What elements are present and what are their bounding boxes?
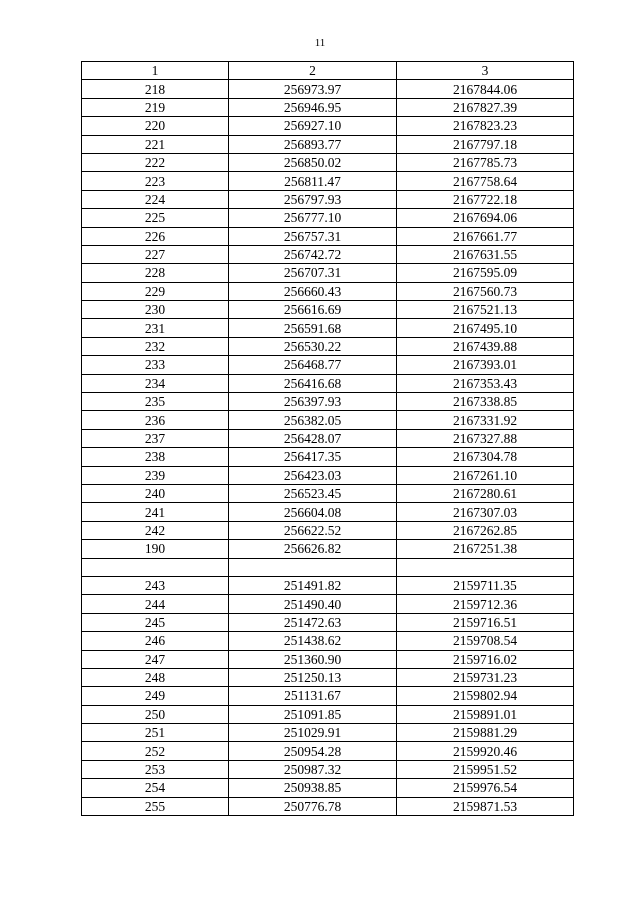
table-cell-col-2: 250938.85: [229, 779, 397, 797]
table-cell-col-3: 2167797.18: [397, 135, 574, 153]
table-cell-col-3: 2167560.73: [397, 282, 574, 300]
table-cell-col-2: 256428.07: [229, 429, 397, 447]
table-cell-col-2: 256397.93: [229, 393, 397, 411]
table-cell-col-2: 256423.03: [229, 466, 397, 484]
table-cell-col-1: 231: [82, 319, 229, 337]
table-row: [82, 282, 574, 300]
table-row: [82, 356, 574, 374]
table-cell-col-2: 256417.35: [229, 448, 397, 466]
table-cell-col-2: 256382.05: [229, 411, 397, 429]
table-cell-col-2: 256742.72: [229, 245, 397, 263]
table-row: [82, 301, 574, 319]
table-row: [82, 135, 574, 153]
table-cell-col-1: 241: [82, 503, 229, 521]
table-cell-col-3: 2159711.35: [397, 576, 574, 594]
table-cell-col-3: 2159716.02: [397, 650, 574, 668]
table-cell-col-1: 254: [82, 779, 229, 797]
table-row: [82, 687, 574, 705]
table-row: [82, 411, 574, 429]
table-cell-col-3: 2159708.54: [397, 632, 574, 650]
table-cell-col-3: 2167827.39: [397, 98, 574, 116]
table-cell-col-1: 218: [82, 80, 229, 98]
table-row: [82, 650, 574, 668]
table-row: [82, 98, 574, 116]
header-cell-col-3: 3: [397, 62, 574, 80]
table-cell-col-1: 220: [82, 117, 229, 135]
table-cell-col-1: 237: [82, 429, 229, 447]
table-cell-col-1: 221: [82, 135, 229, 153]
table-row: [82, 429, 574, 447]
table-row: [82, 613, 574, 631]
table-cell-col-2: 251472.63: [229, 613, 397, 631]
table-cell-col-2: 256468.77: [229, 356, 397, 374]
table-cell-col-3: 2167631.55: [397, 245, 574, 263]
table-cell-col-2: 251131.67: [229, 687, 397, 705]
table-cell-col-1: 230: [82, 301, 229, 319]
table-row: [82, 705, 574, 723]
table-cell-col-3: 2167280.61: [397, 484, 574, 502]
table-cell-col-2: 256777.10: [229, 209, 397, 227]
table-row: [82, 760, 574, 778]
table-cell-col-2: 256973.97: [229, 80, 397, 98]
table-cell-col-3: 2167844.06: [397, 80, 574, 98]
table-cell-col-3: 2167823.23: [397, 117, 574, 135]
table-row: [82, 374, 574, 392]
table-cell-col-2: 256591.68: [229, 319, 397, 337]
table-cell-col-3: 2167439.88: [397, 337, 574, 355]
table-cell-col-1: 253: [82, 760, 229, 778]
table-cell-col-1: 239: [82, 466, 229, 484]
table-cell-col-1: 240: [82, 484, 229, 502]
table-cell-col-1: 250: [82, 705, 229, 723]
table-cell-col-2: 256660.43: [229, 282, 397, 300]
table-cell-col-2: 256811.47: [229, 172, 397, 190]
table-row: [82, 797, 574, 815]
table-cell-col-1: 245: [82, 613, 229, 631]
table-cell-col-2: [229, 558, 397, 576]
table-row: [82, 466, 574, 484]
table-row: [82, 724, 574, 742]
table-cell-col-2: 251360.90: [229, 650, 397, 668]
table-cell-col-2: 256893.77: [229, 135, 397, 153]
table-cell-col-1: 190: [82, 540, 229, 558]
table-row: [82, 448, 574, 466]
table-cell-col-1: 242: [82, 521, 229, 539]
table-cell-col-2: 250954.28: [229, 742, 397, 760]
table-cell-col-2: 256927.10: [229, 117, 397, 135]
table-cell-col-2: 256850.02: [229, 153, 397, 171]
table-cell-col-1: 229: [82, 282, 229, 300]
table-cell-col-2: 251029.91: [229, 724, 397, 742]
table-cell-col-1: 238: [82, 448, 229, 466]
table-cell-col-1: 228: [82, 264, 229, 282]
table-cell-col-1: 226: [82, 227, 229, 245]
table-cell-col-3: 2167758.64: [397, 172, 574, 190]
table-cell-col-2: 250987.32: [229, 760, 397, 778]
table-cell-col-1: 243: [82, 576, 229, 594]
table-row: [82, 779, 574, 797]
table-cell-col-1: 252: [82, 742, 229, 760]
table-row: [82, 245, 574, 263]
page-number: 11: [314, 37, 326, 49]
table-cell-col-3: 2159871.53: [397, 797, 574, 815]
table-cell-col-1: 223: [82, 172, 229, 190]
header-cell-col-2: 2: [229, 62, 397, 80]
table-cell-col-1: 232: [82, 337, 229, 355]
table-row: [82, 521, 574, 539]
table-row: [82, 227, 574, 245]
table-cell-col-2: 250776.78: [229, 797, 397, 815]
table-row: [82, 117, 574, 135]
table-row: [82, 264, 574, 282]
table-cell-col-3: 2167393.01: [397, 356, 574, 374]
table-cell-col-3: 2159976.54: [397, 779, 574, 797]
table-cell-col-1: 247: [82, 650, 229, 668]
table-cell-col-3: 2167338.85: [397, 393, 574, 411]
header-cell-col-1: 1: [82, 62, 229, 80]
table-cell-col-1: 225: [82, 209, 229, 227]
table-row: [82, 668, 574, 686]
table-cell-col-2: 251438.62: [229, 632, 397, 650]
table-cell-col-3: 2159891.01: [397, 705, 574, 723]
table-cell-col-3: 2167785.73: [397, 153, 574, 171]
table-cell-col-1: 244: [82, 595, 229, 613]
table-row: [82, 80, 574, 98]
table-row: [82, 172, 574, 190]
table-row: [82, 503, 574, 521]
table-row: [82, 209, 574, 227]
table-cell-col-2: 256416.68: [229, 374, 397, 392]
table-cell-col-1: 233: [82, 356, 229, 374]
table-cell-col-3: 2167261.10: [397, 466, 574, 484]
table-cell-col-3: 2167722.18: [397, 190, 574, 208]
table-row: [82, 742, 574, 760]
table-cell-col-3: 2167661.77: [397, 227, 574, 245]
table-cell-col-1: 227: [82, 245, 229, 263]
table-cell-col-2: 251491.82: [229, 576, 397, 594]
table-header: [82, 62, 574, 80]
table-row: [82, 632, 574, 650]
table-cell-col-3: 2159951.52: [397, 760, 574, 778]
table-row: [82, 393, 574, 411]
table-cell-col-2: 256626.82: [229, 540, 397, 558]
header-row: [82, 62, 574, 80]
table-cell-col-1: 251: [82, 724, 229, 742]
table-cell-col-2: 256604.08: [229, 503, 397, 521]
table-cell-col-1: 235: [82, 393, 229, 411]
table-cell-col-1: 249: [82, 687, 229, 705]
table-cell-col-2: 256530.22: [229, 337, 397, 355]
table-cell-col-2: 256946.95: [229, 98, 397, 116]
table-cell-col-1: 234: [82, 374, 229, 392]
table-cell-col-2: 256707.31: [229, 264, 397, 282]
table-cell-col-3: 2167304.78: [397, 448, 574, 466]
table-body: [82, 80, 574, 816]
coordinates-table: [81, 61, 574, 816]
table-cell-col-2: 251490.40: [229, 595, 397, 613]
table-cell-col-2: 256757.31: [229, 227, 397, 245]
table-cell-col-1: 255: [82, 797, 229, 815]
table-cell-col-3: 2167521.13: [397, 301, 574, 319]
table-cell-col-3: 2167694.06: [397, 209, 574, 227]
table-row: [82, 337, 574, 355]
table-cell-col-3: 2167251.38: [397, 540, 574, 558]
table-cell-col-1: 222: [82, 153, 229, 171]
table-cell-col-2: 256622.52: [229, 521, 397, 539]
table-cell-col-3: [397, 558, 574, 576]
table-cell-col-3: 2159716.51: [397, 613, 574, 631]
table-cell-col-3: 2167331.92: [397, 411, 574, 429]
table-cell-col-2: 256797.93: [229, 190, 397, 208]
table-cell-col-2: 256523.45: [229, 484, 397, 502]
table-cell-col-1: 224: [82, 190, 229, 208]
table-cell-col-1: 219: [82, 98, 229, 116]
table-cell-col-1: [82, 558, 229, 576]
table-row: [82, 153, 574, 171]
table-cell-col-1: 246: [82, 632, 229, 650]
table-cell-col-2: 256616.69: [229, 301, 397, 319]
table-cell-col-3: 2159731.23: [397, 668, 574, 686]
table-cell-col-2: 251250.13: [229, 668, 397, 686]
table-row: [82, 319, 574, 337]
table-row: [82, 484, 574, 502]
table-cell-col-3: 2159712.36: [397, 595, 574, 613]
table-row: [82, 190, 574, 208]
table-cell-col-3: 2167327.88: [397, 429, 574, 447]
table-cell-col-3: 2167262.85: [397, 521, 574, 539]
table-cell-col-3: 2159802.94: [397, 687, 574, 705]
table-cell-col-3: 2167353.43: [397, 374, 574, 392]
table-cell-col-3: 2167495.10: [397, 319, 574, 337]
table-cell-col-3: 2167595.09: [397, 264, 574, 282]
table-cell-col-1: 236: [82, 411, 229, 429]
table-row: [82, 595, 574, 613]
table-cell-col-3: 2167307.03: [397, 503, 574, 521]
table-cell-col-3: 2159920.46: [397, 742, 574, 760]
table-cell-col-1: 248: [82, 668, 229, 686]
table-cell-col-2: 251091.85: [229, 705, 397, 723]
table-row: [82, 558, 574, 576]
table-row: [82, 576, 574, 594]
table-row: [82, 540, 574, 558]
table-cell-col-3: 2159881.29: [397, 724, 574, 742]
